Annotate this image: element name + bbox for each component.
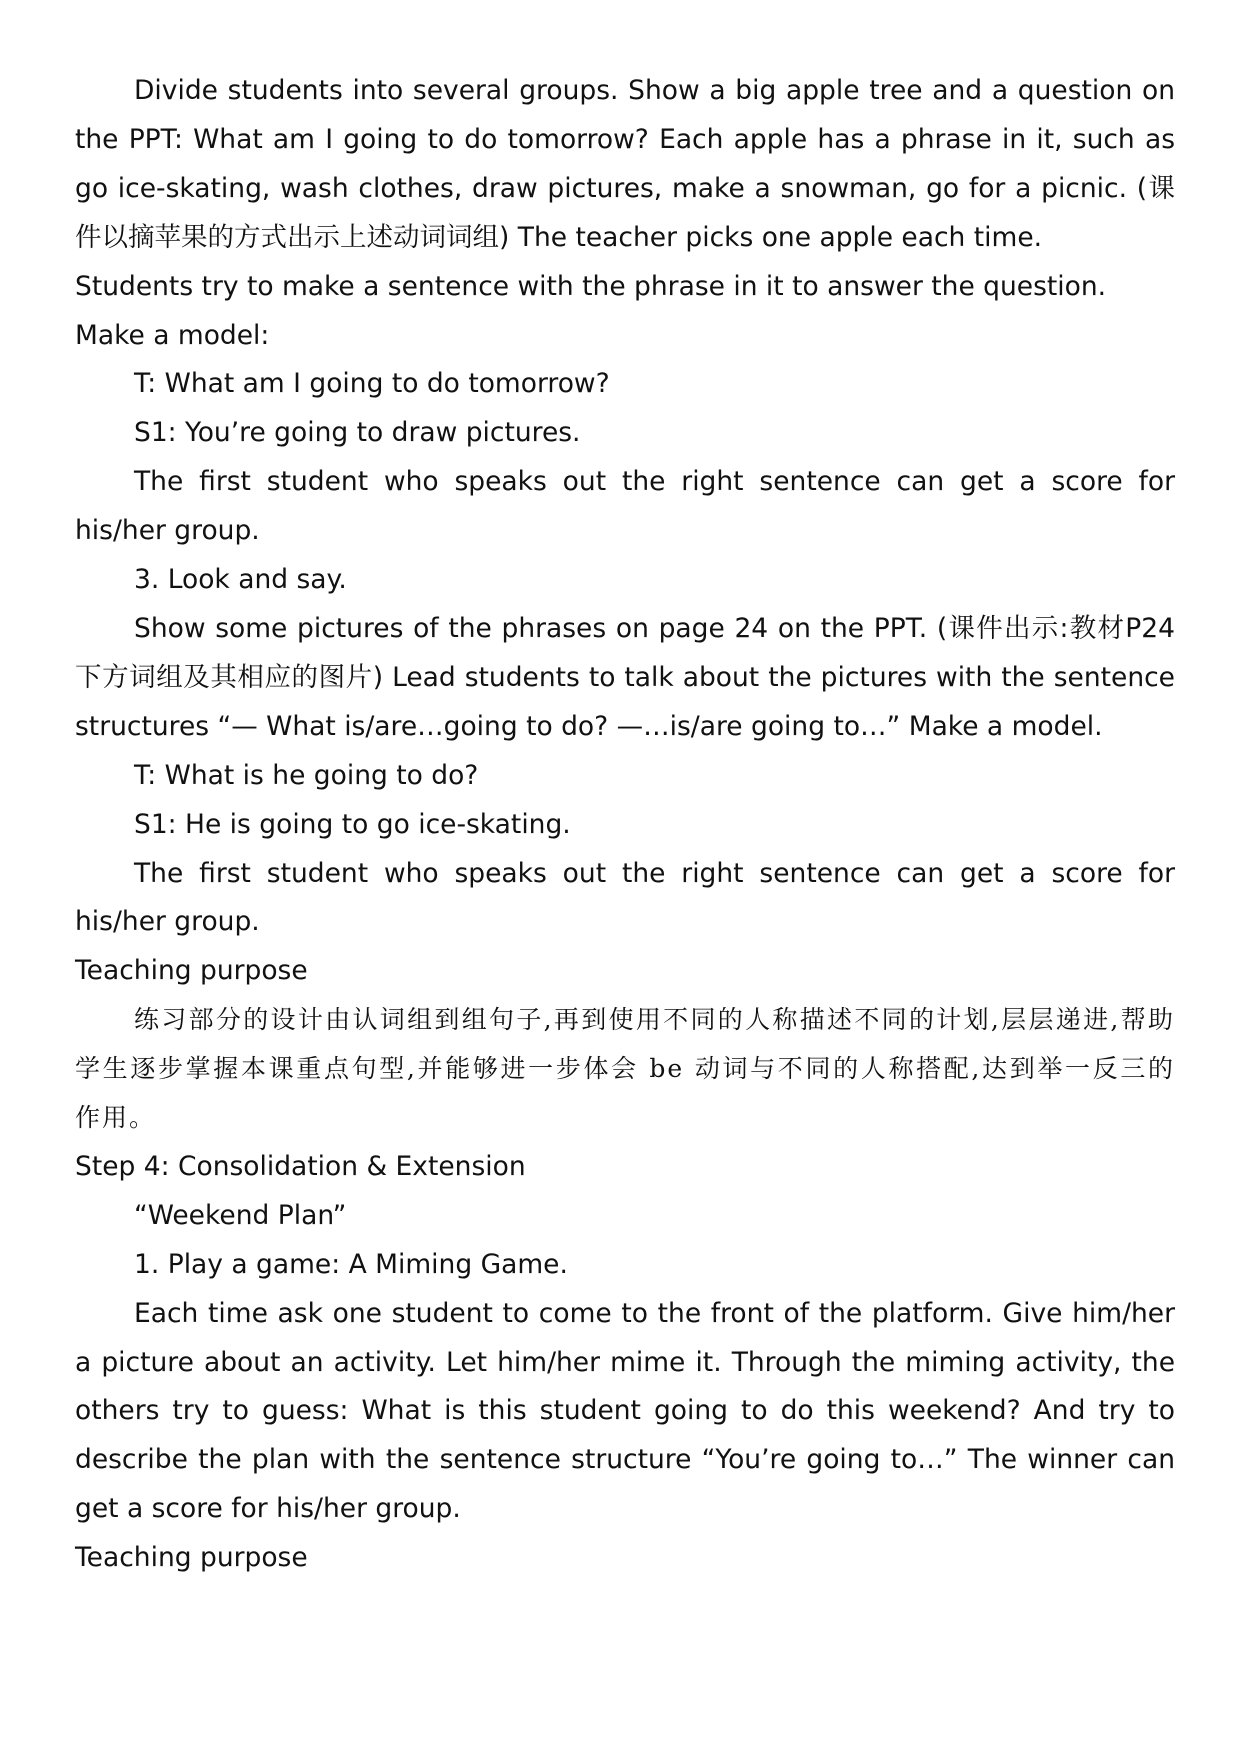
paragraph-teaching-purpose-chinese: 练习部分的设计由认词组到组句子,再到使用不同的人称描述不同的计划,层层递进,帮助学生逐步掌握本课重点句型,并能够进一步体会 be 动词与不同的人称搭配,达到举一反三的作用。 <box>75 1005 1175 1133</box>
paragraph-make-model: Make a model: <box>75 319 270 351</box>
paragraph-apple-tree-activity: Divide students into several groups. Show a big apple tree and a question on the PPT: What am I going to do tomorrow? Each apple has a phrase in it, such as go ice-skating, wash clothes, draw pictures, make a snowman, go for a picnic. (课件以摘苹果的方式出示上述动词词组) The teacher picks one apple each time. <box>75 75 1175 253</box>
section-heading-teaching-purpose: Teaching purpose <box>75 1542 308 1574</box>
dialogue-line-student: S1: He is going to go ice-skating. <box>134 808 571 840</box>
paragraph-scoring-rule: The first student who speaks out the right sentence can get a score for his/her group. <box>75 466 1175 547</box>
section-heading-teaching-purpose: Teaching purpose <box>75 955 308 987</box>
dialogue-line-student: S1: You’re going to draw pictures. <box>134 417 581 449</box>
paragraph-miming-game: Each time ask one student to come to the front of the platform. Give him/her a picture about an activity. Let him/her mime it. Through the miming activity, the others try to guess: What is this student going to do this weekend? And try to describe the plan with the sentence structure “You’re going to…” The winner can get a score for his/her group. <box>75 1297 1175 1525</box>
activity-title-weekend-plan: “Weekend Plan” <box>134 1199 347 1231</box>
activity-heading-look-and-say: 3. Look and say. <box>134 564 347 596</box>
paragraph-make-sentence: Students try to make a sentence with the phrase in it to answer the question. <box>75 270 1107 302</box>
dialogue-line-teacher: T: What am I going to do tomorrow? <box>134 368 610 400</box>
document-page <box>75 67 1175 1583</box>
paragraph-scoring-rule: The first student who speaks out the right sentence can get a score for his/her group. <box>75 857 1175 938</box>
activity-heading-miming-game: 1. Play a game: A Miming Game. <box>134 1248 568 1280</box>
dialogue-line-teacher: T: What is he going to do? <box>134 759 479 791</box>
paragraph-look-and-say: Show some pictures of the phrases on page 24 on the PPT. (课件出示:教材P24 下方词组及其相应的图片) Lead students to talk about the pictures with the sentence structures “— What is/are…going to do? —…is/are going to…” Make a model. <box>75 612 1175 742</box>
section-heading-step-4: Step 4: Consolidation & Extension <box>75 1150 526 1182</box>
